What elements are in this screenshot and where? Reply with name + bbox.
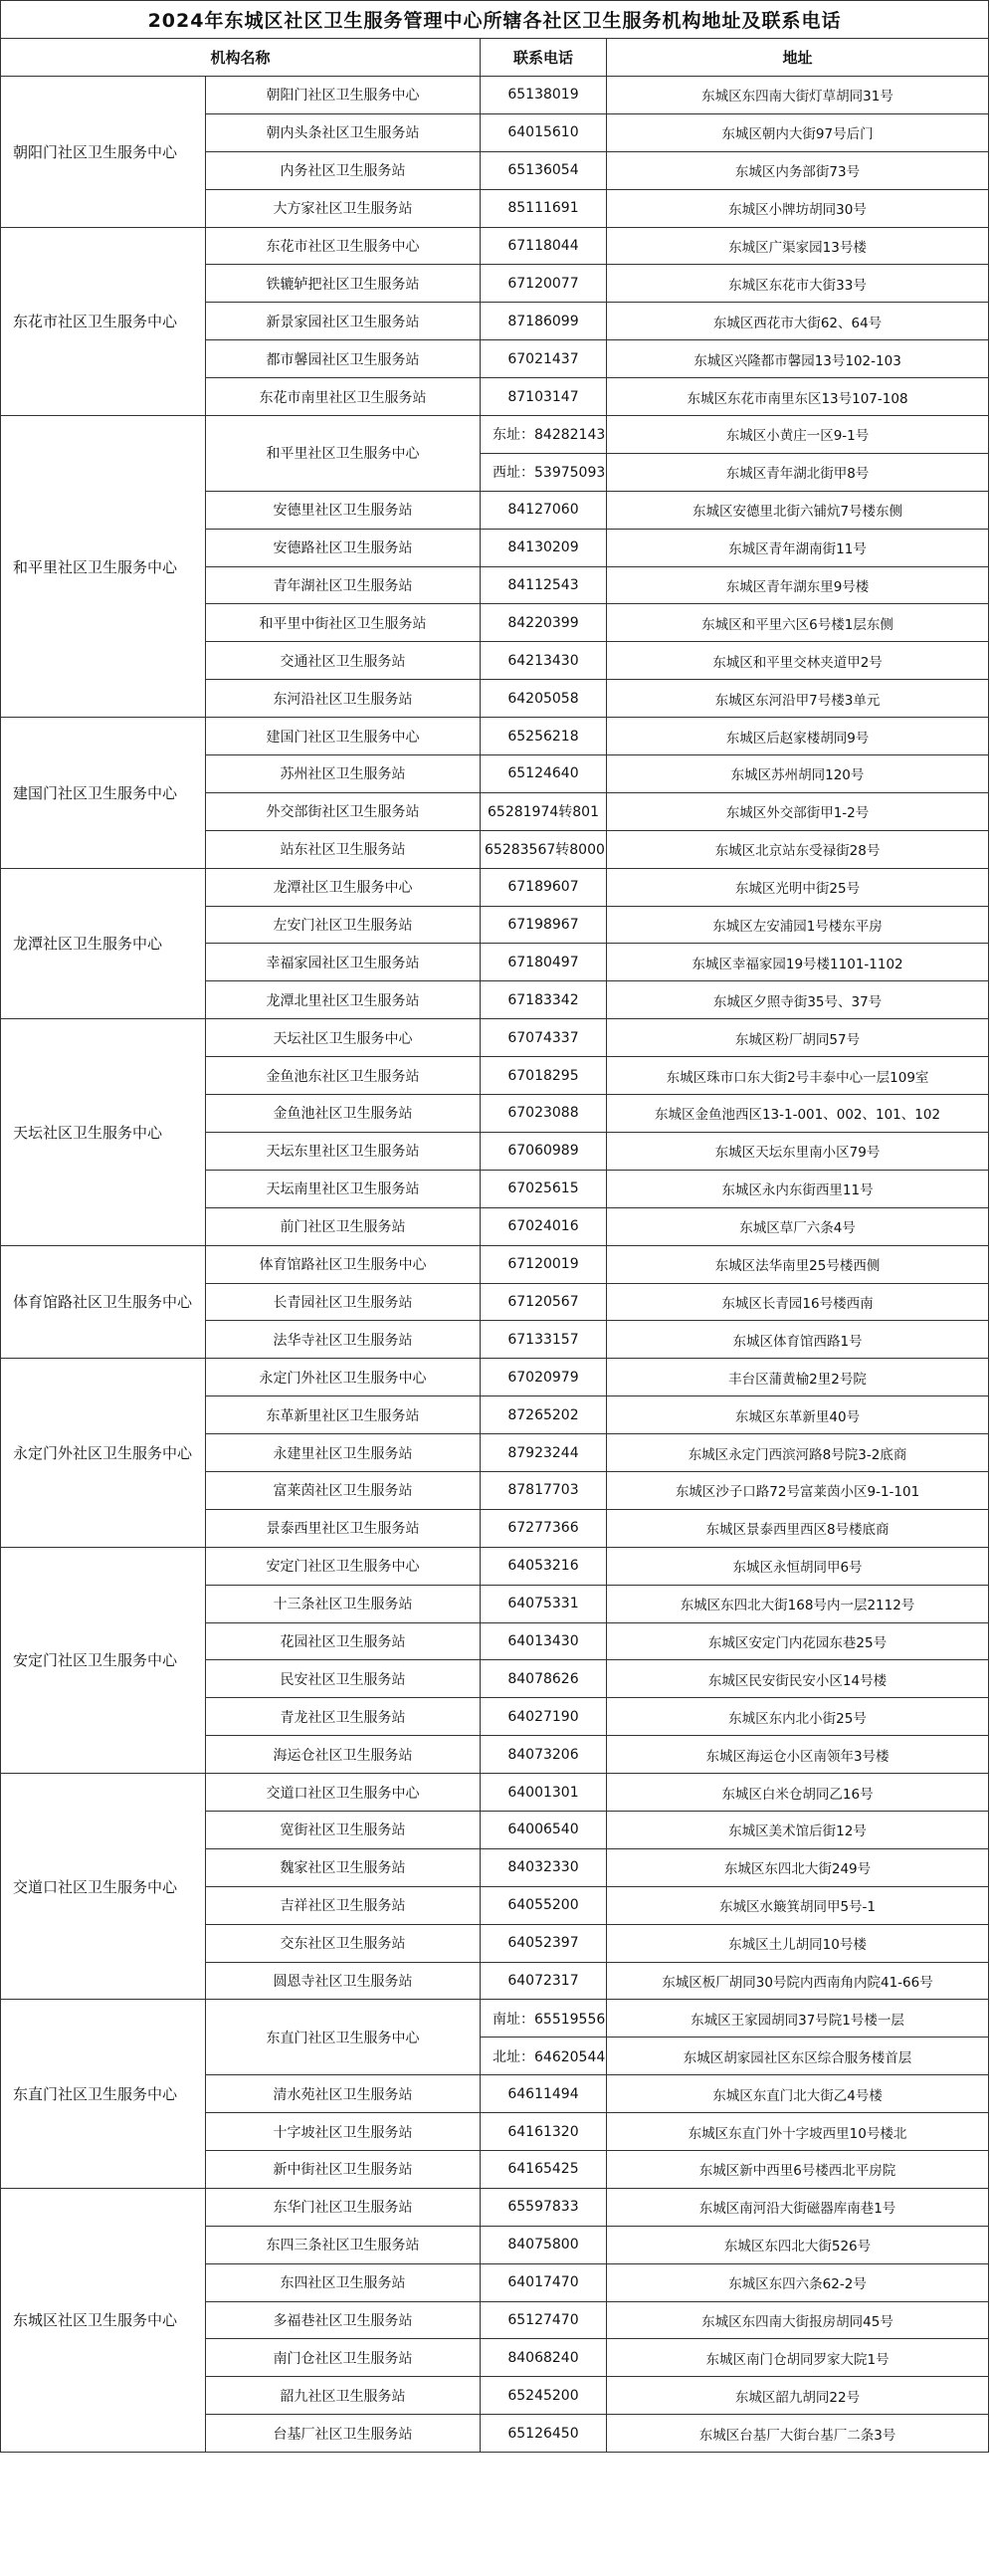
phone-cell	[481, 2301, 607, 2339]
address-cell: 东城区和平里六区6号楼1层东侧	[607, 604, 989, 642]
phone-cell	[481, 2263, 607, 2301]
phone-cell	[481, 2038, 607, 2075]
phone-number: 67024016	[507, 1218, 579, 1235]
phone-cell	[481, 2000, 607, 2038]
phone-cell	[481, 944, 607, 981]
phone-number: 84112543	[507, 577, 579, 594]
phone-number: 65136054	[507, 162, 579, 179]
phone-number: 64213430	[507, 652, 579, 669]
station-name: 安定门社区卫生服务中心	[206, 1547, 481, 1585]
station-name: 龙潭北里社区卫生服务站	[206, 981, 481, 1019]
station-name: 内务社区卫生服务站	[206, 151, 481, 189]
address-tag: 北址：	[493, 2048, 534, 2065]
address-cell: 东城区青年湖东里9号楼	[607, 566, 989, 604]
center-name: 天坛社区卫生服务中心	[1, 1019, 206, 1245]
address-cell: 东城区广渠家园13号楼	[607, 227, 989, 265]
station-name: 海运仓社区卫生服务站	[206, 1736, 481, 1774]
center-name: 东花市社区卫生服务中心	[1, 227, 206, 415]
phone-number: 67023088	[507, 1105, 579, 1122]
station-name: 金鱼池社区卫生服务站	[206, 1095, 481, 1133]
station-name: 体育馆路社区卫生服务中心	[206, 1245, 481, 1283]
phone-cell	[481, 566, 607, 604]
center-name: 东城区社区卫生服务中心	[1, 2188, 206, 2452]
phone-number: 67189607	[507, 879, 579, 896]
phone-cell	[481, 303, 607, 340]
address-cell: 东城区东四六条62-2号	[607, 2263, 989, 2301]
phone-cell	[481, 755, 607, 793]
phone-cell	[481, 416, 607, 454]
address-cell: 东城区草厂六条4号	[607, 1207, 989, 1245]
phone-number: 67060989	[507, 1143, 579, 1160]
address-tag: 东址：	[493, 427, 534, 444]
address-cell: 东城区幸福家园19号楼1101-1102	[607, 944, 989, 981]
table-row	[1, 416, 989, 454]
center-name: 安定门社区卫生服务中心	[1, 1547, 206, 1773]
phone-cell	[481, 604, 607, 642]
address-cell: 东城区海运仓小区南领年3号楼	[607, 1736, 989, 1774]
header-row	[1, 39, 989, 77]
station-name: 长青园社区卫生服务站	[206, 1283, 481, 1321]
header-phone: 联系电话	[481, 39, 607, 77]
address-cell: 东城区水簸箕胡同甲5号-1	[607, 1886, 989, 1924]
station-name: 都市馨园社区卫生服务站	[206, 340, 481, 378]
table-row	[1, 1547, 989, 1585]
address-cell: 东城区东直门北大街乙4号楼	[607, 2075, 989, 2113]
phone-cell	[481, 2339, 607, 2377]
station-name: 东河沿社区卫生服务站	[206, 680, 481, 718]
station-name: 站东社区卫生服务站	[206, 830, 481, 868]
phone-number: 67120019	[507, 1256, 579, 1273]
address-cell: 东城区苏州胡同120号	[607, 755, 989, 793]
phone-cell	[481, 1170, 607, 1207]
phone-number: 64161320	[507, 2123, 579, 2140]
station-name: 苏州社区卫生服务站	[206, 755, 481, 793]
address-cell: 东城区青年湖南街11号	[607, 529, 989, 566]
center-name: 建国门社区卫生服务中心	[1, 718, 206, 869]
address-cell: 东城区夕照寺街35号、37号	[607, 981, 989, 1019]
phone-number: 64055200	[507, 1897, 579, 1914]
header-institution: 机构名称	[1, 39, 481, 77]
phone-number: 64013430	[507, 1632, 579, 1649]
phone-cell	[481, 77, 607, 114]
phone-cell	[481, 2377, 607, 2415]
phone-cell	[481, 340, 607, 378]
table-row	[1, 2000, 989, 2038]
phone-number: 65597833	[507, 2199, 579, 2216]
phone-number: 65138019	[507, 87, 579, 104]
address-tag: 西址：	[493, 465, 534, 482]
station-name: 交通社区卫生服务站	[206, 642, 481, 680]
station-name: 天坛东里社区卫生服务站	[206, 1132, 481, 1170]
table-row	[1, 227, 989, 265]
station-name: 法华寺社区卫生服务站	[206, 1321, 481, 1359]
center-name: 和平里社区卫生服务中心	[1, 416, 206, 718]
phone-number: 67198967	[507, 917, 579, 934]
station-name: 交道口社区卫生服务中心	[206, 1774, 481, 1812]
phone-cell	[481, 830, 607, 868]
phone-number: 67133157	[507, 1331, 579, 1348]
station-name: 东四社区卫生服务站	[206, 2263, 481, 2301]
phone-cell	[481, 906, 607, 944]
station-name: 交东社区卫生服务站	[206, 1924, 481, 1962]
address-cell: 东城区左安浦园1号楼东平房	[607, 906, 989, 944]
phone-cell	[481, 1886, 607, 1924]
phone-cell	[481, 1132, 607, 1170]
phone-number: 67120077	[507, 275, 579, 292]
phone-number: 65283567转8000	[485, 842, 605, 859]
phone-number: 65126450	[507, 2425, 579, 2442]
station-name: 新中街社区卫生服务站	[206, 2150, 481, 2188]
address-cell: 东城区白米仓胡同乙16号	[607, 1774, 989, 1812]
phone-number: 67018295	[507, 1067, 579, 1084]
phone-number: 64165425	[507, 2161, 579, 2178]
phone-number: 87265202	[507, 1406, 579, 1423]
station-name: 东华门社区卫生服务站	[206, 2188, 481, 2226]
address-cell: 东城区粉厂胡同57号	[607, 1019, 989, 1057]
station-name: 外交部街社区卫生服务站	[206, 792, 481, 830]
phone-number: 67074337	[507, 1029, 579, 1046]
address-cell: 东城区安德里北街六铺炕7号楼东侧	[607, 491, 989, 529]
phone-number: 65281974转801	[488, 804, 599, 821]
phone-number: 64017470	[507, 2274, 579, 2291]
phone-number: 64001301	[507, 1784, 579, 1801]
station-name: 永建里社区卫生服务站	[206, 1434, 481, 1472]
phone-cell	[481, 1924, 607, 1962]
title-row	[1, 1, 989, 39]
table-row	[1, 1245, 989, 1283]
center-name: 体育馆路社区卫生服务中心	[1, 1245, 206, 1359]
address-cell: 丰台区蒲黄榆2里2号院	[607, 1359, 989, 1396]
center-name: 龙潭社区卫生服务中心	[1, 868, 206, 1019]
address-cell: 东城区东四北大街249号	[607, 1848, 989, 1886]
phone-number: 84032330	[507, 1859, 579, 1876]
address-cell: 东城区台基厂大街台基厂二条3号	[607, 2415, 989, 2453]
phone-cell	[481, 529, 607, 566]
station-name: 幸福家园社区卫生服务站	[206, 944, 481, 981]
station-name: 安德里社区卫生服务站	[206, 491, 481, 529]
phone-cell	[481, 868, 607, 906]
address-cell: 东城区北京站东受禄街28号	[607, 830, 989, 868]
phone-number: 85111691	[507, 200, 579, 217]
address-cell: 东城区小牌坊胡同30号	[607, 189, 989, 227]
station-name: 景泰西里社区卫生服务站	[206, 1509, 481, 1547]
phone-number: 87186099	[507, 313, 579, 329]
station-name: 南门仓社区卫生服务站	[206, 2339, 481, 2377]
address-cell: 东城区景泰西里西区8号楼底商	[607, 1509, 989, 1547]
station-name: 十字坡社区卫生服务站	[206, 2113, 481, 2151]
phone-cell	[481, 2415, 607, 2453]
address-cell: 东城区珠市口东大街2号丰泰中心一层109室	[607, 1057, 989, 1095]
table-row	[1, 718, 989, 755]
station-name: 多福巷社区卫生服务站	[206, 2301, 481, 2339]
address-cell: 东城区朝内大街97号后门	[607, 113, 989, 151]
phone-cell	[481, 227, 607, 265]
station-name: 永定门外社区卫生服务中心	[206, 1359, 481, 1396]
center-name: 永定门外社区卫生服务中心	[1, 1359, 206, 1547]
station-name: 青龙社区卫生服务站	[206, 1698, 481, 1736]
station-name: 安德路社区卫生服务站	[206, 529, 481, 566]
phone-cell	[481, 792, 607, 830]
phone-cell	[481, 1207, 607, 1245]
header-address: 地址	[607, 39, 989, 77]
address-cell: 东城区永定门西滨河路8号院3-2底商	[607, 1434, 989, 1472]
phone-number: 67021437	[507, 350, 579, 367]
phone-cell	[481, 1095, 607, 1133]
page-title: 2024年东城区社区卫生服务管理中心所辖各社区卫生服务机构地址及联系电话	[1, 1, 989, 39]
address-cell: 东城区南河沿大街磁器库南巷1号	[607, 2188, 989, 2226]
phone-cell	[481, 378, 607, 416]
station-name: 前门社区卫生服务站	[206, 1207, 481, 1245]
phone-cell	[481, 113, 607, 151]
phone-number: 87817703	[507, 1482, 579, 1499]
phone-cell	[481, 1359, 607, 1396]
phone-cell	[481, 2226, 607, 2263]
phone-cell	[481, 491, 607, 529]
station-name: 韶九社区卫生服务站	[206, 2377, 481, 2415]
phone-cell	[481, 1509, 607, 1547]
address-cell: 东城区金鱼池西区13-1-001、002、101、102	[607, 1095, 989, 1133]
phone-number: 67120567	[507, 1293, 579, 1310]
station-name: 朝内头条社区卫生服务站	[206, 113, 481, 151]
address-cell: 东城区韶九胡同22号	[607, 2377, 989, 2415]
phone-number: 64053216	[507, 1558, 579, 1575]
phone-cell	[481, 1019, 607, 1057]
phone-number: 67277366	[507, 1520, 579, 1537]
phone-cell	[481, 265, 607, 303]
address-cell: 东城区土儿胡同10号楼	[607, 1924, 989, 1962]
address-cell: 东城区东花市大街33号	[607, 265, 989, 303]
address-cell: 东城区东四北大街168号内一层2112号	[607, 1585, 989, 1622]
phone-number: 84127060	[507, 502, 579, 519]
address-cell: 东城区长青园16号楼西南	[607, 1283, 989, 1321]
phone-number: 84075800	[507, 2237, 579, 2254]
phone-number: 84073206	[507, 1746, 579, 1763]
table-row	[1, 1774, 989, 1812]
station-name: 大方家社区卫生服务站	[206, 189, 481, 227]
phone-cell	[481, 1698, 607, 1736]
phone-cell	[481, 151, 607, 189]
phone-number: 65256218	[507, 728, 579, 745]
station-name: 花园社区卫生服务站	[206, 1622, 481, 1660]
address-cell: 东城区东河沿甲7号楼3单元	[607, 680, 989, 718]
station-name: 宽街社区卫生服务站	[206, 1811, 481, 1848]
station-name: 魏家社区卫生服务站	[206, 1848, 481, 1886]
phone-cell	[481, 1245, 607, 1283]
station-name: 朝阳门社区卫生服务中心	[206, 77, 481, 114]
address-cell: 东城区东内北小街25号	[607, 1698, 989, 1736]
phone-number: 64027190	[507, 1708, 579, 1725]
phone-cell	[481, 453, 607, 491]
center-name: 交道口社区卫生服务中心	[1, 1774, 206, 2000]
address-cell: 东城区东四北大街526号	[607, 2226, 989, 2263]
address-tag: 南址：	[493, 2011, 534, 2028]
station-name: 建国门社区卫生服务中心	[206, 718, 481, 755]
address-cell: 东城区青年湖北街甲8号	[607, 453, 989, 491]
address-cell: 东城区东四南大街灯草胡同31号	[607, 77, 989, 114]
phone-cell	[481, 189, 607, 227]
station-name: 十三条社区卫生服务站	[206, 1585, 481, 1622]
address-cell: 东城区内务部街73号	[607, 151, 989, 189]
address-cell: 东城区体育馆西路1号	[607, 1321, 989, 1359]
phone-number: 53975093	[534, 465, 606, 482]
phone-number: 65245200	[507, 2387, 579, 2404]
station-name: 圆恩寺社区卫生服务站	[206, 1962, 481, 2000]
phone-number: 65127470	[507, 2311, 579, 2328]
station-name: 吉祥社区卫生服务站	[206, 1886, 481, 1924]
phone-cell	[481, 1736, 607, 1774]
station-name: 龙潭社区卫生服务中心	[206, 868, 481, 906]
address-cell: 东城区东革新里40号	[607, 1396, 989, 1434]
phone-cell	[481, 1774, 607, 1812]
table-row	[1, 1359, 989, 1396]
address-cell: 东城区安定门内花园东巷25号	[607, 1622, 989, 1660]
phone-number: 87103147	[507, 388, 579, 405]
phone-cell	[481, 2150, 607, 2188]
address-cell: 东城区小黄庄一区9-1号	[607, 416, 989, 454]
phone-number: 64006540	[507, 1822, 579, 1838]
phone-cell	[481, 1321, 607, 1359]
station-name: 民安社区卫生服务站	[206, 1660, 481, 1698]
center-name: 东直门社区卫生服务中心	[1, 2000, 206, 2188]
address-cell: 东城区兴隆都市馨园13号102-103	[607, 340, 989, 378]
phone-cell	[481, 981, 607, 1019]
phone-number: 84282143	[534, 427, 606, 444]
station-name: 金鱼池东社区卫生服务站	[206, 1057, 481, 1095]
station-name: 东革新里社区卫生服务站	[206, 1396, 481, 1434]
address-cell: 东城区美术馆后街12号	[607, 1811, 989, 1848]
phone-cell	[481, 1585, 607, 1622]
station-name: 清水苑社区卫生服务站	[206, 2075, 481, 2113]
address-cell: 东城区东直门外十字坡西里10号楼北	[607, 2113, 989, 2151]
phone-cell	[481, 1434, 607, 1472]
phone-number: 65124640	[507, 765, 579, 782]
address-cell: 东城区天坛东里南小区79号	[607, 1132, 989, 1170]
address-cell: 东城区胡家园社区东区综合服务楼首层	[607, 2038, 989, 2075]
address-cell: 东城区西花市大街62、64号	[607, 303, 989, 340]
phone-number: 67020979	[507, 1369, 579, 1386]
phone-cell	[481, 680, 607, 718]
phone-number: 84220399	[507, 614, 579, 631]
phone-cell	[481, 1811, 607, 1848]
phone-cell	[481, 1660, 607, 1698]
table-row	[1, 77, 989, 114]
phone-cell	[481, 1622, 607, 1660]
phone-number: 64052397	[507, 1935, 579, 1952]
phone-cell	[481, 2113, 607, 2151]
phone-number: 64620544	[534, 2048, 606, 2065]
station-name: 台基厂社区卫生服务站	[206, 2415, 481, 2453]
address-cell: 东城区东花市南里东区13号107-108	[607, 378, 989, 416]
phone-number: 84068240	[507, 2349, 579, 2366]
station-name: 青年湖社区卫生服务站	[206, 566, 481, 604]
phone-number: 65519556	[534, 2011, 606, 2028]
phone-cell	[481, 1396, 607, 1434]
phone-number: 64015610	[507, 124, 579, 141]
table-row	[1, 2188, 989, 2226]
address-cell: 东城区南门仓胡同罗家大院1号	[607, 2339, 989, 2377]
phone-cell	[481, 1848, 607, 1886]
address-cell: 东城区板厂胡同30号院内西南角内院41-66号	[607, 1962, 989, 2000]
phone-number: 67183342	[507, 991, 579, 1008]
address-cell: 东城区民安街民安小区14号楼	[607, 1660, 989, 1698]
phone-cell	[481, 2188, 607, 2226]
phone-cell	[481, 1547, 607, 1585]
phone-number: 64611494	[507, 2085, 579, 2102]
phone-cell	[481, 642, 607, 680]
phone-cell	[481, 1057, 607, 1095]
address-cell: 东城区新中西里6号楼西北平房院	[607, 2150, 989, 2188]
phone-number: 67180497	[507, 954, 579, 970]
phone-cell	[481, 1283, 607, 1321]
phone-cell	[481, 2075, 607, 2113]
station-name: 东直门社区卫生服务中心	[206, 2000, 481, 2075]
station-name: 天坛社区卫生服务中心	[206, 1019, 481, 1057]
table-row	[1, 1019, 989, 1057]
station-name: 新景家园社区卫生服务站	[206, 303, 481, 340]
station-name: 东花市社区卫生服务中心	[206, 227, 481, 265]
address-cell: 东城区永恒胡同甲6号	[607, 1547, 989, 1585]
phone-number: 64075331	[507, 1596, 579, 1612]
phone-number: 84130209	[507, 539, 579, 556]
phone-number: 67118044	[507, 238, 579, 254]
station-name: 富莱茵社区卫生服务站	[206, 1471, 481, 1509]
address-cell: 东城区东四南大街报房胡同45号	[607, 2301, 989, 2339]
address-cell: 东城区外交部街甲1-2号	[607, 792, 989, 830]
phone-number: 87923244	[507, 1444, 579, 1461]
station-name: 左安门社区卫生服务站	[206, 906, 481, 944]
phone-number: 64205058	[507, 690, 579, 707]
station-name: 和平里中街社区卫生服务站	[206, 604, 481, 642]
phone-cell	[481, 718, 607, 755]
station-name: 东花市南里社区卫生服务站	[206, 378, 481, 416]
phone-number: 64072317	[507, 1972, 579, 1989]
station-name: 铁辘轳把社区卫生服务站	[206, 265, 481, 303]
station-name: 和平里社区卫生服务中心	[206, 416, 481, 492]
address-cell: 东城区王家园胡同37号院1号楼一层	[607, 2000, 989, 2038]
station-name: 东四三条社区卫生服务站	[206, 2226, 481, 2263]
phone-cell	[481, 1962, 607, 2000]
address-cell: 东城区光明中街25号	[607, 868, 989, 906]
address-cell: 东城区沙子口路72号富莱茵小区9-1-101	[607, 1471, 989, 1509]
phone-number: 84078626	[507, 1670, 579, 1687]
address-cell: 东城区永内东街西里11号	[607, 1170, 989, 1207]
address-cell: 东城区法华南里25号楼西侧	[607, 1245, 989, 1283]
phone-number: 67025615	[507, 1181, 579, 1197]
address-cell: 东城区后赵家楼胡同9号	[607, 718, 989, 755]
address-cell: 东城区和平里交林夹道甲2号	[607, 642, 989, 680]
station-name: 天坛南里社区卫生服务站	[206, 1170, 481, 1207]
center-name: 朝阳门社区卫生服务中心	[1, 77, 206, 228]
table-row	[1, 868, 989, 906]
phone-cell	[481, 1471, 607, 1509]
